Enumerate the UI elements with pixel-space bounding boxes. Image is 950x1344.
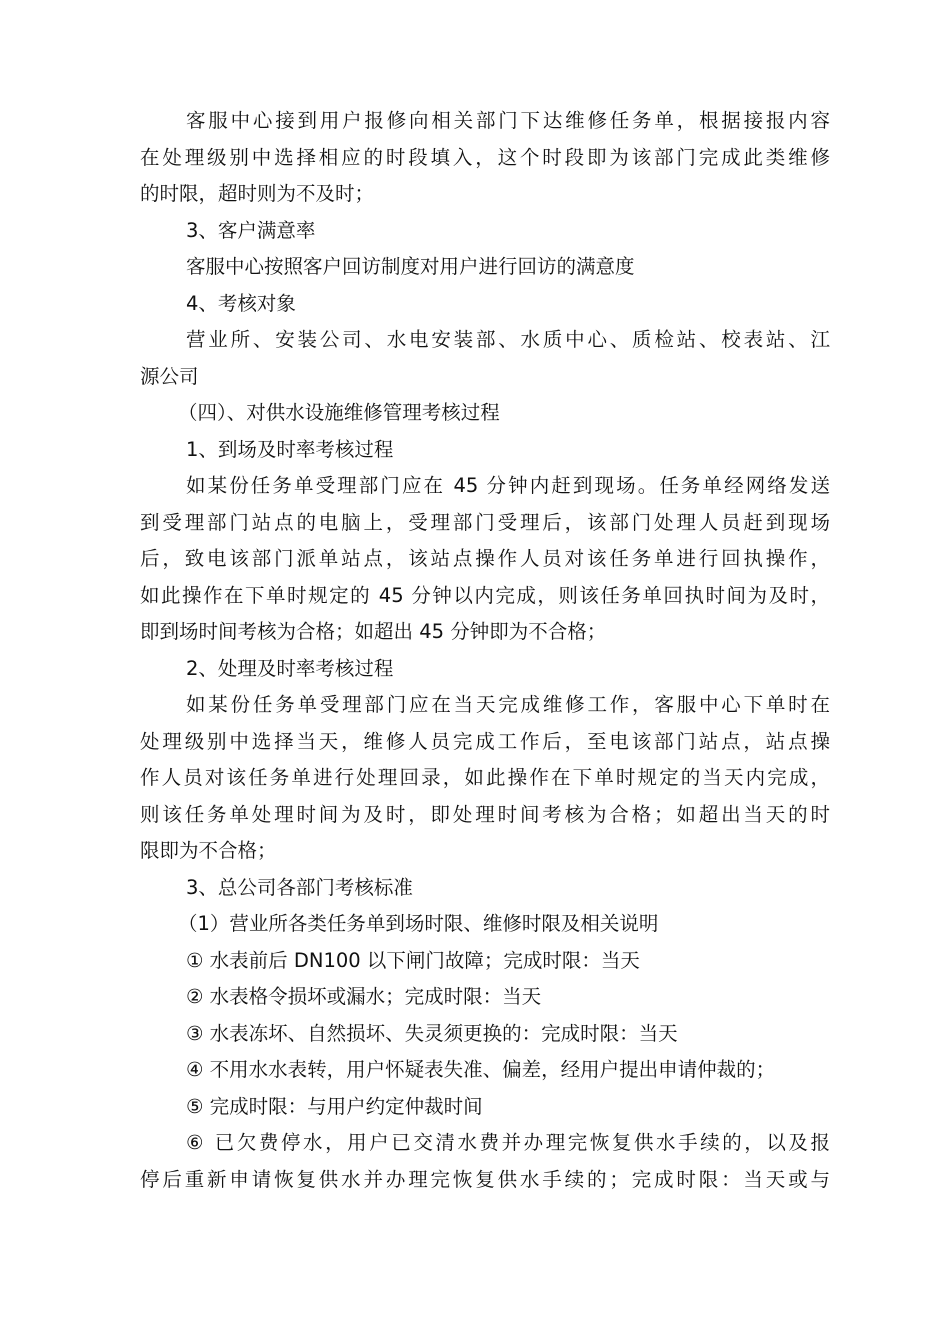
section-heading: 2、处理及时率考核过程 — [186, 656, 394, 680]
paragraph-line: 客服中心按照客户回访制度对用户进行回访的满意度 — [186, 255, 635, 278]
paragraph-line: 客服中心接到用户报修向相关部门下达维修任务单，根据接报内容 — [186, 109, 830, 132]
paragraph-line: 如此操作在下单时规定的 45 分钟以内完成，则该任务单回执时间为及时， — [140, 583, 830, 607]
paragraph-line: 的时限，超时则为不及时； — [140, 182, 375, 205]
paragraph-line: 则该任务单处理时间为及时，即处理时间考核为合格；如超出当天的时 — [140, 802, 830, 826]
paragraph-line: 在处理级别中选择相应的时段填入，这个时段即为该部门完成此类维修 — [140, 145, 830, 169]
list-item: ② 水表格令损坏或漏水；完成时限：当天 — [186, 985, 542, 1008]
paragraph-line: 到受理部门站点的电脑上，受理部门受理后，该部门处理人员赶到现场 — [140, 510, 830, 534]
paragraph-line: 源公司 — [140, 364, 199, 388]
section-heading: （四）、对供水设施维修管理考核过程 — [178, 401, 500, 424]
paragraph-line: 后，致电该部门派单站点，该站点操作人员对该任务单进行回执操作， — [140, 547, 830, 570]
list-item: ① 水表前后 DN100 以下闸门故障；完成时限：当天 — [186, 948, 640, 972]
paragraph-line: 营业所、安装公司、水电安装部、水质中心、质检站、校表站、江 — [186, 328, 830, 351]
paragraph-line: 处理级别中选择当天，维修人员完成工作后，至电该部门站点，站点操 — [140, 729, 830, 753]
document-body — [140, 103, 830, 1198]
section-heading: 4、考核对象 — [186, 291, 296, 315]
paragraph-line: 作人员对该任务单进行处理回录，如此操作在下单时规定的当天内完成， — [140, 766, 830, 789]
paragraph-line: 如某份任务单受理部门应在当天完成维修工作，客服中心下单时在 — [186, 693, 830, 716]
list-item: ④ 不用水水表转，用户怀疑表失准、偏差，经用户提出申请仲裁的； — [186, 1058, 776, 1081]
paragraph-line: 停后重新申请恢复供水并办理完恢复供水手续的；完成时限：当天或与 — [140, 1167, 830, 1191]
list-item: ⑤ 完成时限：与用户约定仲裁时间 — [186, 1094, 483, 1118]
paragraph-line: 即到场时间考核为合格；如超出 45 分钟即为不合格； — [140, 620, 607, 643]
paragraph-line: 限即为不合格； — [140, 839, 277, 862]
list-item: ⑥ 已欠费停水，用户已交清水费并办理完恢复供水手续的，以及报 — [186, 1131, 830, 1154]
section-heading: 1、到场及时率考核过程 — [186, 437, 394, 461]
section-heading: 3、总公司各部门考核标准 — [186, 875, 413, 899]
section-heading: 3、客户满意率 — [186, 218, 316, 242]
list-item: ③ 水表冻坏、自然损坏、失灵须更换的：完成时限：当天 — [186, 1021, 678, 1045]
subsection-heading: （1）营业所各类任务单到场时限、维修时限及相关说明 — [178, 912, 659, 935]
paragraph-line: 如某份任务单受理部门应在 45 分钟内赶到现场。任务单经网络发送 — [186, 474, 830, 497]
